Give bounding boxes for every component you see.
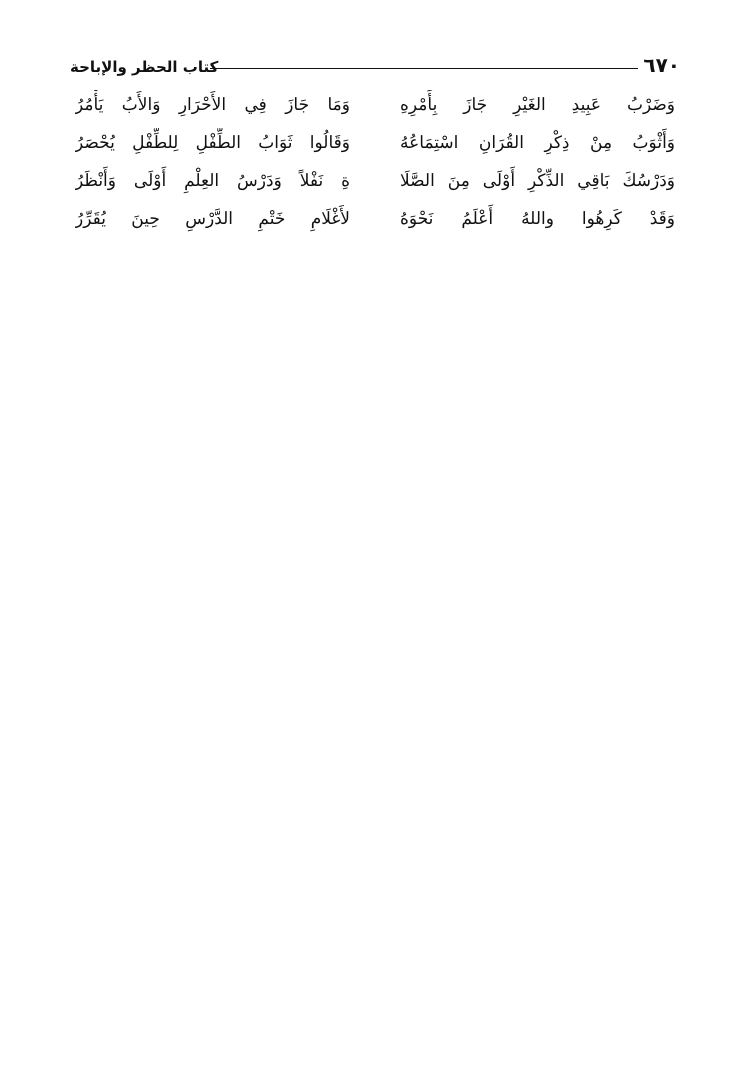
verse-row [75,162,675,200]
verse-row [75,124,675,162]
page-number: ٦٧٠ [643,53,680,77]
verse-second-hemistich: وَمَا جَازَ فِي الأَحْرَارِ وَالأَبُ يَأْمُرُ [75,95,350,115]
header-rule [210,68,638,69]
verse-first-hemistich: وَأَثْوَبُ مِنْ ذِكْرِ القُرَانِ اسْتِمَاعُهُ [400,133,675,153]
book-title: كتاب الحظر والإباحة [70,58,219,76]
verse-first-hemistich: وَقَدْ كَرِهُوا واللهُ أَعْلَمُ نَحْوَهُ [400,209,675,229]
verse-row [75,86,675,124]
verse-second-hemistich: لأَغْلَامِ خَتْمِ الدَّرْسِ حِينَ يُقَرِّرُ [75,209,350,229]
verse-second-hemistich: وَقَالُوا ثَوَابُ الطِّفْلِ لِلطِّفْلِ يُحْصَرُ [75,133,350,153]
verse-second-hemistich: ةِ نَفْلاً وَدَرْسُ العِلْمِ أَوْلَى وَأَنْظَرُ [75,171,350,191]
poem-verses [75,86,675,238]
verse-row [75,200,675,238]
verse-first-hemistich: وَدَرْسُكَ بَاقِي الذِّكْرِ أَوْلَى مِنَ الصَّلَا [400,171,675,191]
page-header [70,54,680,80]
verse-first-hemistich: وَضَرْبُ عَبِيدِ الغَيْرِ جَازَ بِأَمْرِهِ [400,95,675,115]
